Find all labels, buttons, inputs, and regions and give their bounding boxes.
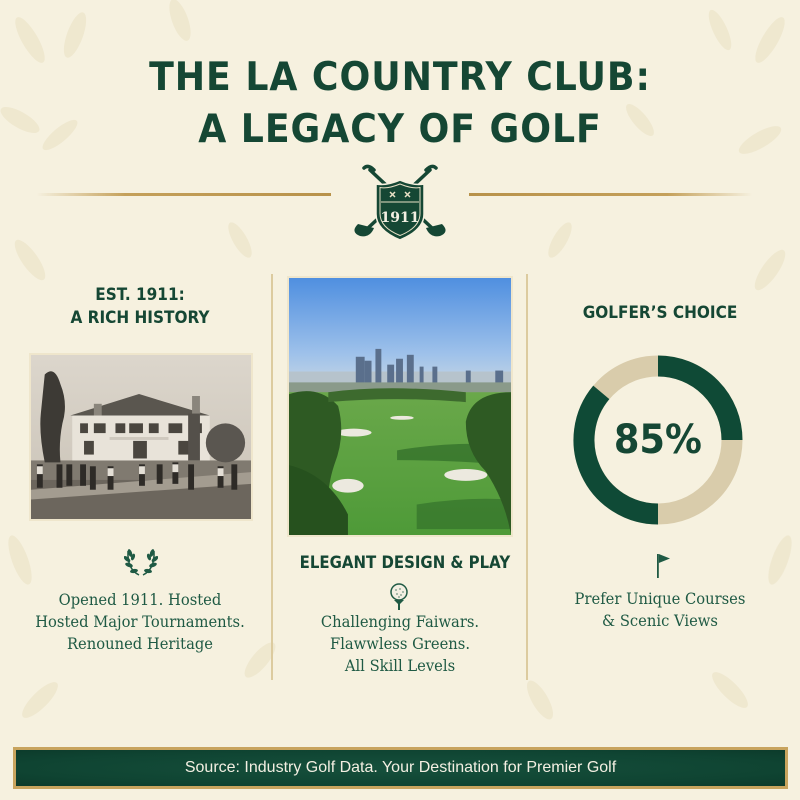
page-title bbox=[28, 52, 772, 156]
history-heading bbox=[32, 284, 248, 330]
laurel-wreath-icon bbox=[124, 545, 158, 577]
golf-course-with-la-skyline-photo bbox=[287, 276, 513, 537]
percentage-label: 85% bbox=[613, 417, 703, 463]
history-heading-line-2: A RICH HISTORY bbox=[70, 308, 210, 328]
design-line-3: All Skill Levels bbox=[344, 656, 456, 675]
history-description bbox=[30, 589, 251, 655]
gold-divider-left bbox=[37, 193, 331, 196]
vintage-clubhouse-photo bbox=[29, 353, 253, 521]
source-footer-text: Source: Industry Golf Data. Your Destination for Premier Golf bbox=[16, 750, 785, 786]
golfers-choice-percentage bbox=[572, 354, 744, 526]
emblem-year: 1911 bbox=[380, 210, 420, 226]
column-divider bbox=[526, 274, 528, 680]
history-line-1: Opened 1911. Hosted bbox=[58, 590, 222, 609]
golfers-choice-description bbox=[559, 588, 761, 632]
choice-line-1: Prefer Unique Courses bbox=[574, 589, 746, 608]
gold-divider-right bbox=[469, 193, 752, 196]
choice-line-2: & Scenic Views bbox=[602, 611, 718, 630]
design-heading: ELEGANT DESIGN & PLAY bbox=[299, 553, 511, 573]
golf-ball-on-tee-icon bbox=[388, 582, 410, 612]
source-footer-bar bbox=[13, 747, 788, 789]
history-heading-line-1: EST. 1911: bbox=[95, 285, 185, 305]
golfers-choice-heading: GOLFER’S CHOICE bbox=[582, 303, 738, 323]
golf-flag-icon bbox=[654, 553, 672, 579]
title-line-2: A LEGACY OF GOLF bbox=[198, 107, 602, 152]
title-line-1: THE LA COUNTRY CLUB: bbox=[149, 55, 651, 100]
crossed-golf-clubs-shield-icon bbox=[340, 162, 460, 246]
design-line-2: Flawwless Greens. bbox=[329, 634, 471, 653]
history-line-3: Renouned Heritage bbox=[66, 634, 214, 653]
design-description bbox=[295, 611, 505, 677]
design-line-1: Challenging Faiwars. bbox=[320, 612, 480, 631]
history-line-2: Hosted Major Tournaments. bbox=[35, 612, 245, 631]
column-divider bbox=[271, 274, 273, 680]
